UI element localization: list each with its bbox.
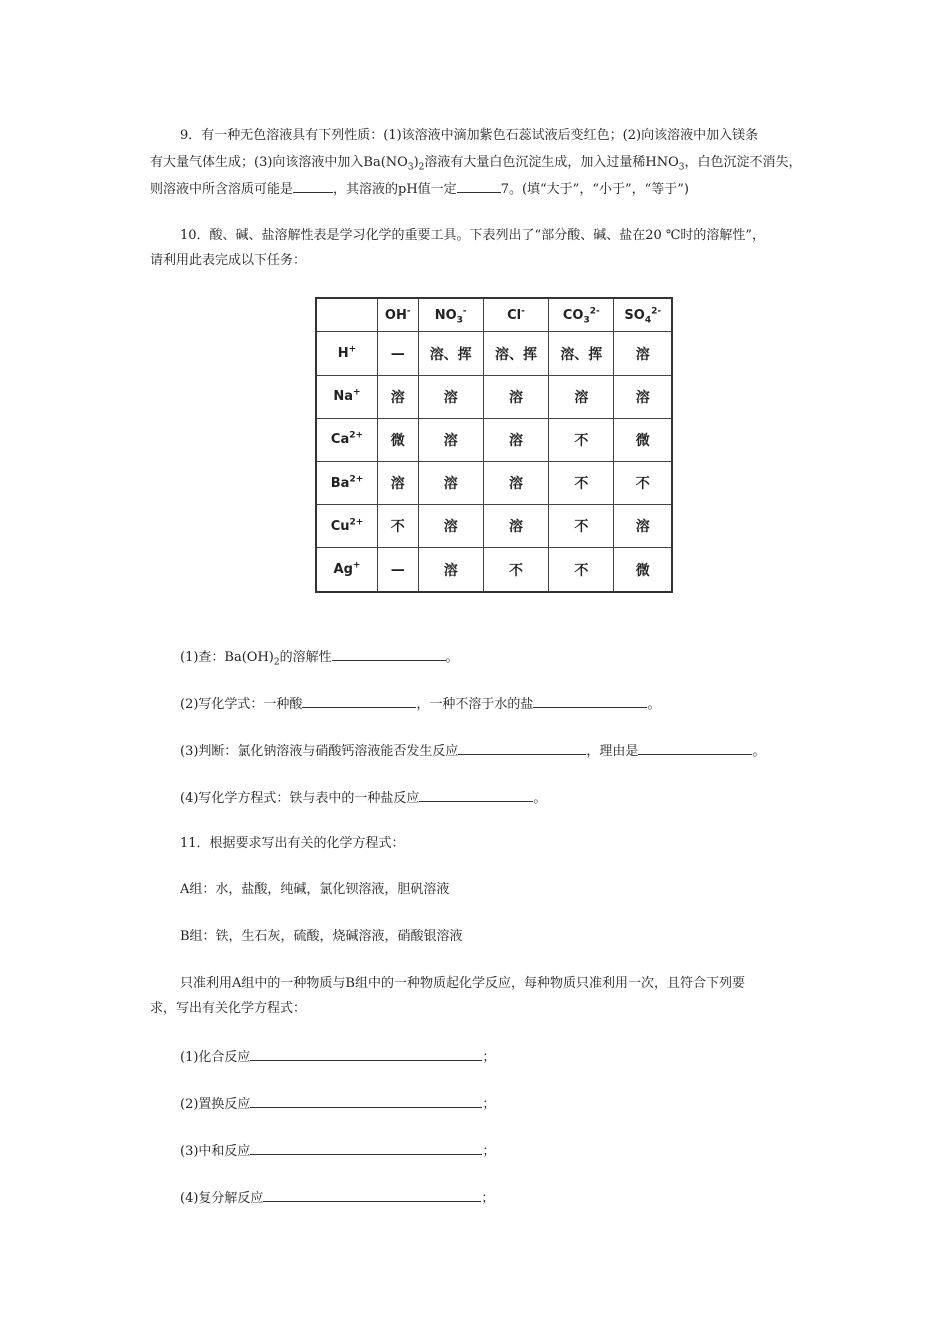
table-cell: 不	[549, 418, 614, 461]
table-cell: 溶	[378, 375, 419, 418]
q9-subscript: 3	[678, 162, 685, 173]
table-row	[316, 548, 672, 592]
q9-text: )	[413, 155, 419, 170]
q10-sub-1	[180, 648, 459, 666]
table-cell: —	[378, 548, 419, 592]
q9-subscript: 2	[418, 162, 425, 173]
table-cell: 不	[549, 505, 614, 548]
table-corner-cell	[316, 298, 378, 332]
anion-header-1: $NO_3^-$	[418, 298, 483, 332]
q9-subscript: 3	[407, 162, 414, 173]
q10-text: ，一种不溶于水的盐	[416, 697, 534, 712]
q10-text: (4)写化学方程式：铁与表中的一种盐反应	[180, 791, 420, 806]
q10-acid-blank[interactable]	[302, 695, 416, 708]
table-cell: 溶	[418, 418, 483, 461]
table-cell: 溶	[418, 505, 483, 548]
table-cell: 微	[614, 548, 672, 592]
table-cell: 溶	[483, 375, 548, 418]
q10-sub-4	[180, 789, 546, 807]
q10-text: (3)判断：氯化钠溶液与硝酸钙溶液能否发生反应	[180, 744, 459, 759]
table-cell: 微	[378, 418, 419, 461]
table-row	[316, 332, 672, 375]
cation-header-1: Na+	[316, 375, 378, 418]
table-cell: 溶、挥	[549, 332, 614, 375]
q11-text: ；	[481, 1191, 495, 1206]
table-header-row	[316, 298, 672, 332]
table-cell: 溶	[418, 548, 483, 592]
q11-text: ；	[482, 1097, 496, 1112]
cation-header-4: $Cu^{2+}$	[316, 505, 378, 548]
table-cell: 溶	[418, 375, 483, 418]
q9-text: ，其溶液的pH值一定	[333, 182, 457, 197]
q9-solute-blank[interactable]	[293, 180, 333, 193]
table-row	[316, 375, 672, 418]
q10-sub-2	[180, 695, 660, 713]
table-cell: 不	[614, 461, 672, 504]
q10-text: 。	[647, 697, 661, 712]
anion-header-2: Cl-	[483, 298, 548, 332]
table-cell: 不	[483, 548, 548, 592]
q9-text: ，白色沉淀不消失，	[684, 155, 802, 170]
solubility-table	[315, 297, 673, 593]
q10-reaction-blank[interactable]	[458, 742, 586, 755]
q11-text: (4)复分解反应	[180, 1191, 264, 1206]
q11-text: (3)中和反应	[180, 1144, 251, 1159]
q9-text: 则溶液中所含溶质可能是	[150, 182, 294, 197]
table-cell: 不	[378, 505, 419, 548]
table-row	[316, 461, 672, 504]
q10-text: 。	[533, 791, 547, 806]
table-cell: 溶	[378, 461, 419, 504]
cation-header-5: Ag+	[316, 548, 378, 592]
table-cell: 不	[549, 548, 614, 592]
q10-text: ，理由是	[586, 744, 639, 759]
table-row	[316, 418, 672, 461]
anion-header-0: OH-	[378, 298, 419, 332]
q11-reaction-4	[180, 1189, 494, 1207]
q11-text: (1)化合反应	[180, 1050, 251, 1065]
q9-ph-blank[interactable]	[457, 180, 501, 193]
table-cell: —	[378, 332, 419, 375]
q9-text: 7。(填“大于”，“小于”，“等于”)	[500, 182, 689, 197]
q11-double-decomposition-blank[interactable]	[263, 1189, 481, 1202]
q11-instruction-1: 只准利用A组中的一种物质与B组中的一种物质起化学反应，每种物质只准利用一次，且符合下列要	[180, 976, 745, 991]
q10-reason-blank[interactable]	[638, 742, 752, 755]
q10-solubility-blank[interactable]	[332, 648, 446, 661]
table-cell: 溶	[549, 375, 614, 418]
q11-combination-blank[interactable]	[250, 1048, 482, 1061]
q10-text: 的溶解性	[279, 650, 332, 665]
table-cell: 不	[549, 461, 614, 504]
q11-text: (2)置换反应	[180, 1097, 251, 1112]
q11-group-b: B组：铁，生石灰，硫酸，烧碱溶液，硝酸银溶液	[180, 929, 463, 944]
table-cell: 溶、挥	[418, 332, 483, 375]
table-cell: 溶、挥	[483, 332, 548, 375]
q11-reaction-3	[180, 1142, 495, 1160]
table-row	[316, 505, 672, 548]
table-cell: 溶	[418, 461, 483, 504]
q10-text: 。	[445, 650, 459, 665]
anion-header-4: $SO_4^{2-}$	[614, 298, 672, 332]
q11-text: ；	[482, 1050, 496, 1065]
cation-header-2: $Ca^{2+}$	[316, 418, 378, 461]
q10-subscript: 2	[273, 657, 280, 668]
q10-line-1: 10．酸、碱、盐溶解性表是学习化学的重要工具。下表列出了“部分酸、碱、盐在20 ℃时的溶解性”，	[180, 228, 766, 243]
q10-line-2: 请利用此表完成以下任务：	[150, 253, 307, 268]
q10-salt-blank[interactable]	[533, 695, 647, 708]
table-cell: 溶	[614, 505, 672, 548]
q10-text: 。	[752, 744, 766, 759]
q9-line-3	[150, 180, 689, 198]
q11-instruction-2: 求，写出有关化学方程式：	[150, 1001, 307, 1016]
table-cell: 溶	[483, 461, 548, 504]
table-cell: 微	[614, 418, 672, 461]
q11-title: 11．根据要求写出有关的化学方程式：	[180, 836, 405, 851]
q9-line-1: 9．有一种无色溶液具有下列性质：(1)该溶液中滴加紫色石蕊试液后变红色；(2)向该溶液中加入镁条	[180, 128, 759, 143]
q9-text: 有大量气体生成；(3)向该溶液中加入Ba(NO	[150, 155, 408, 170]
q10-text: (2)写化学式：一种酸	[180, 697, 303, 712]
q11-reaction-2	[180, 1095, 495, 1113]
q9-line-2	[150, 155, 802, 171]
anion-header-3: $CO_3^{2-}$	[549, 298, 614, 332]
q11-neutralization-blank[interactable]	[250, 1142, 482, 1155]
table-cell: 溶	[614, 332, 672, 375]
table-cell: 溶	[483, 418, 548, 461]
cation-header-3: $Ba^{2+}$	[316, 461, 378, 504]
q11-group-a: A组：水，盐酸，纯碱，氯化钡溶液，胆矾溶液	[180, 882, 450, 897]
q9-text: 溶液有大量白色沉淀生成，加入过量稀HNO	[424, 155, 679, 170]
q11-text: ；	[482, 1144, 496, 1159]
q10-text: (1)查：Ba(OH)	[180, 650, 274, 665]
q10-equation-blank[interactable]	[419, 789, 533, 802]
cation-header-0: H+	[316, 332, 378, 375]
q11-displacement-blank[interactable]	[250, 1095, 482, 1108]
q11-reaction-1	[180, 1048, 495, 1066]
table-cell: 溶	[483, 505, 548, 548]
table-cell: 溶	[614, 375, 672, 418]
q10-sub-3	[180, 742, 765, 760]
